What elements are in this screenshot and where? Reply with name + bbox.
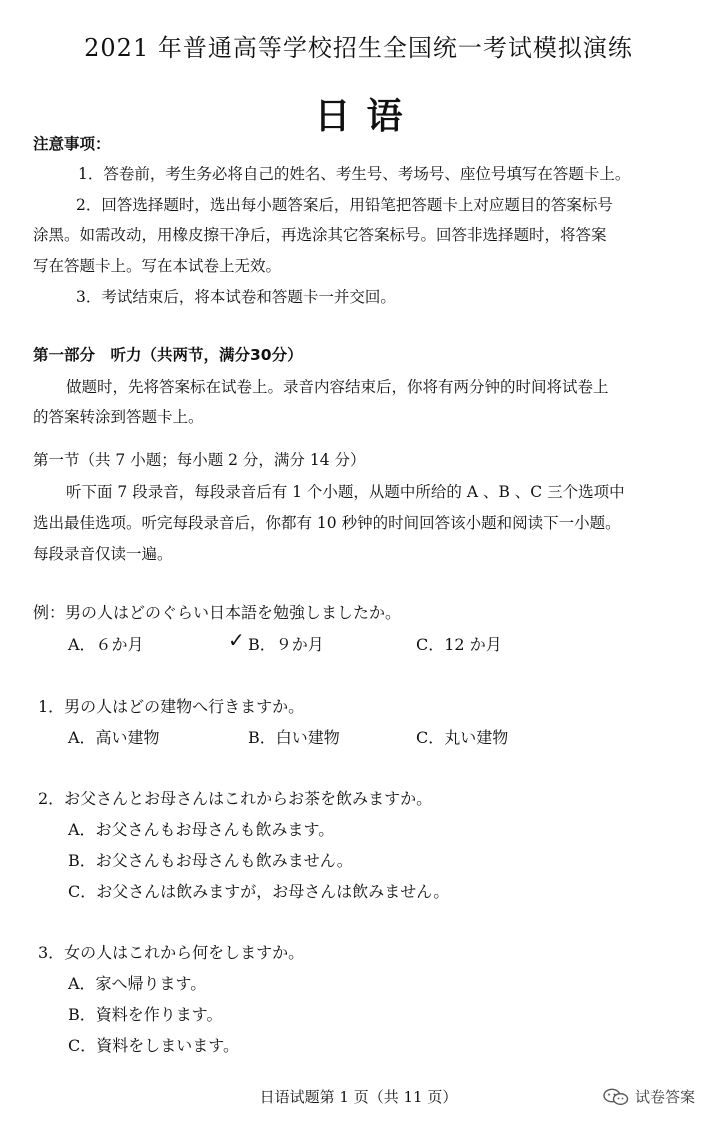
wechat-icon: [603, 1088, 629, 1106]
section1-heading: 第一节（共 7 小题；每小题 2 分，满分 14 分）: [33, 451, 366, 469]
notice-item-2-cont2: 写在答题卡上。写在本试卷上无效。: [33, 257, 282, 275]
notice-heading: 注意事项：: [33, 135, 111, 153]
watermark-text: 试卷答案: [634, 1088, 695, 1106]
notice-item-2-cont: 涂黑。如需改动，用橡皮擦干净后，再选涂其它答案标号。回答非选择题时，将答案: [33, 226, 607, 244]
q2-option-a: A．お父さんもお母さんも飲みます。: [68, 820, 335, 839]
notice-item-3: 3．考试结束后，将本试卷和答题卡一并交回。: [76, 288, 396, 306]
q1-option-b: B．白い建物: [248, 728, 340, 747]
q1-option-c: C．丸い建物: [416, 728, 509, 747]
notice-item-1: 1．答卷前，考生务必将自己的姓名、考生号、考场号、座位号填写在答题卡上。: [78, 165, 631, 183]
section1-instruction-2: 选出最佳选项。听完每段录音后，你都有 10 秒钟的时间回答该小题和阅读下一小题。: [33, 514, 621, 532]
question-1: 1．男の人はどの建物へ行きますか。: [38, 697, 305, 716]
section1-instruction-3: 每段录音仅读一遍。: [33, 545, 173, 563]
subject-title: 日语: [314, 96, 419, 137]
watermark: [603, 1086, 695, 1107]
example-question: 例：男の人はどのぐらい日本語を勉強しましたか。: [33, 603, 402, 622]
q3-option-b: B．資料を作ります。: [68, 1005, 223, 1024]
example-option-a: A．６か月: [68, 635, 144, 654]
q2-option-c: C．お父さんは飲みますが，お母さんは飲みません。: [68, 882, 450, 901]
question-3: 3．女の人はこれから何をしますか。: [38, 943, 305, 962]
q3-option-c: C．資料をしまいます。: [68, 1036, 239, 1055]
example-option-c: C．12 か月: [416, 635, 502, 654]
q3-option-a: A．家へ帰ります。: [68, 974, 207, 993]
question-2: 2．お父さんとお母さんはこれからお茶を飲みますか。: [38, 789, 433, 808]
page-footer: 日语试题第 1 页（共 11 页）: [259, 1088, 458, 1106]
check-mark-icon: ✓: [228, 628, 245, 652]
part1-instruction-1: 做题时，先将答案标在试卷上。录音内容结束后，你将有两分钟的时间将试卷上: [66, 378, 609, 396]
example-option-b: B．９か月: [248, 635, 324, 654]
part1-heading: 第一部分 听力（共两节，满分30分）: [33, 346, 303, 364]
part1-instruction-2: 的答案转涂到答题卡上。: [33, 408, 204, 426]
q2-option-b: B．お父さんもお母さんも飲みません。: [68, 851, 353, 870]
section1-instruction-1: 听下面 7 段录音，每段录音后有 1 个小题，从题中所给的 A 、B 、C 三个选项中: [66, 483, 625, 501]
notice-item-2: 2．回答选择题时，选出每小题答案后，用铅笔把答题卡上对应题目的答案标号: [76, 196, 613, 214]
exam-title: 2021 年普通高等学校招生全国统一考试模拟演练: [84, 34, 633, 62]
q1-option-a: A．高い建物: [68, 728, 160, 747]
